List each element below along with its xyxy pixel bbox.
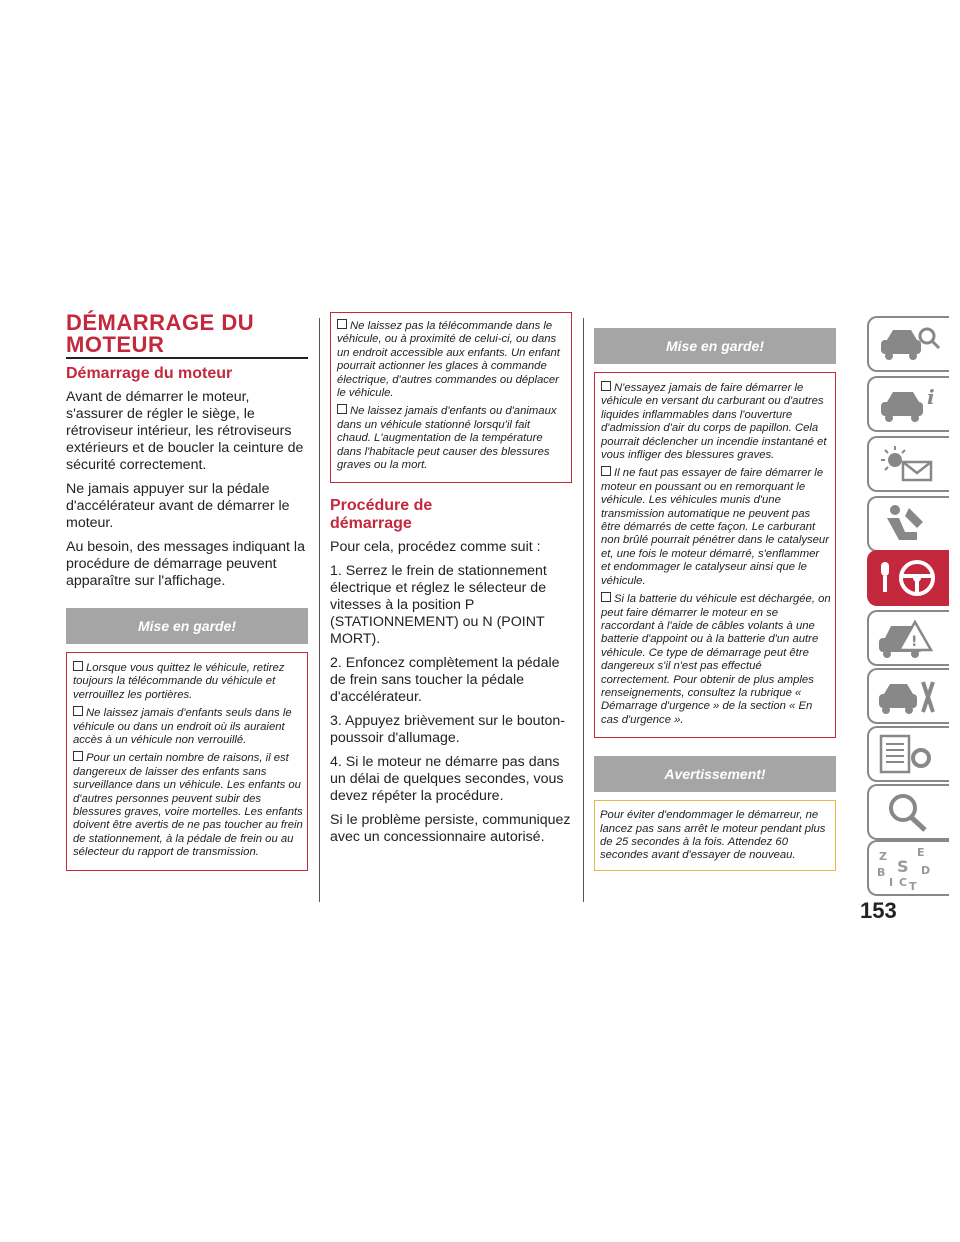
- checkbox-icon: [601, 381, 611, 391]
- car-info-icon: [869, 378, 949, 430]
- tab-warning-lights[interactable]: [867, 436, 949, 492]
- key-steering-wheel-icon: [869, 552, 949, 604]
- section-title: [66, 312, 308, 356]
- svg-text:i: i: [927, 385, 935, 409]
- warning-item: Lorsque vous quittez le véhicule, retirez toujours la télécommande du véhicule et verrouillez les portières.: [73, 662, 285, 701]
- column-divider: [583, 318, 584, 902]
- tab-maintenance[interactable]: [867, 668, 949, 724]
- car-emergency-icon: [869, 612, 949, 664]
- step-1: 1. Serrez le frein de stationnement électrique et réglez le sélecteur de vitesses à la position P (STATIONNEMENT) ou N (POINT MORT).: [330, 563, 547, 648]
- tab-starting-driving[interactable]: [867, 550, 949, 606]
- warning-item: Si la batterie du véhicule est déchargée, on peut faire démarrer le moteur en se raccordant à l'aide de câbles volants à une batterie d'appoint ou à la batterie d'un autre véhicule. Ce type de démarrage peut être dangereux s'il n'est pas effectué correctement. Pour obtenir de plus amples renseignements, consultez la rubrique « Démarrage d'urgence » de la section « En cas d'urgence ».: [601, 593, 831, 726]
- section-title-line-2: MOTEUR: [66, 332, 165, 357]
- page-number: 153: [860, 898, 897, 923]
- paragraph: Avant de démarrer le moteur, s'assurer de régler le siège, le rétroviseur intérieur, les rétroviseurs extérieurs et de boucler la ceinture de sécurité correctement.: [66, 389, 304, 473]
- car-search-icon: [869, 318, 949, 370]
- alpha-letter: S: [897, 857, 909, 876]
- checkbox-icon: [601, 592, 611, 602]
- tab-seat-airbag[interactable]: [867, 496, 949, 552]
- tab-specifications[interactable]: [867, 726, 949, 782]
- alpha-letter: I: [889, 876, 894, 889]
- checkbox-icon: [601, 466, 611, 476]
- column-3: [594, 328, 836, 871]
- warning-box: [66, 652, 308, 871]
- step-3: 3. Appuyez brièvement sur le bouton-poussoir d'allumage.: [330, 713, 566, 747]
- warning-item: Ne laissez jamais d'enfants ou d'animaux dans un véhicule stationné lorsqu'il fait chaud. L'augmentation de la température dans l'habitacle peut causer des blessures graves ou la mort.: [337, 405, 557, 472]
- svg-text:!: !: [911, 634, 918, 650]
- alphabetical-index-icon: [869, 842, 949, 894]
- warning-item: N'essayez jamais de faire démarrer le véhicule en versant du carburant ou d'autres liquides inflammables dans l'ouverture d'admission d'air du corps de papillon. Cela pourrait déclencher un incendie instantané et vous infliger des blessures graves.: [601, 382, 827, 462]
- warning-item: Ne laissez pas la télécommande dans le véhicule, ou à proximité de celui-ci, ou dans un endroit accessible aux enfants. Un enfant pourrait actionner les glaces à commande électrique, d'autres commandes ou déplacer le véhicule.: [337, 320, 560, 400]
- car-maintenance-icon: [869, 670, 949, 722]
- checkbox-icon: [73, 706, 83, 716]
- warning-item: Il ne faut pas essayer de faire démarrer le moteur en poussant ou en remorquant le véhicule. Les véhicules munis d'une transmission automatique ne peuvent pas être démarrés de cette façon. Le carburant non brûlé pourrait pénétrer dans le catalyseur et, une fois le moteur démarré, s'enflammer et endommager le catalyseur ainsi que le véhicule.: [601, 467, 829, 587]
- tab-emergency[interactable]: [867, 610, 949, 666]
- tab-search-index[interactable]: [867, 784, 949, 840]
- caution-box: [594, 800, 836, 871]
- alpha-letter: E: [917, 846, 925, 859]
- subtitle-engine-start: Démarrage du moteur: [66, 365, 233, 382]
- magnifier-index-icon: [869, 786, 949, 838]
- warning-header: Mise en garde!: [594, 328, 836, 364]
- checkbox-icon: [73, 751, 83, 761]
- step-2: 2. Enfoncez complètement la pédale de frein sans toucher la pédale d'accélérateur.: [330, 655, 560, 706]
- paragraph: Pour cela, procédez comme suit :: [330, 539, 541, 556]
- alpha-letter: Z: [879, 850, 887, 863]
- checkbox-icon: [337, 404, 347, 414]
- checkbox-icon: [337, 319, 347, 329]
- tab-car-search[interactable]: [867, 316, 949, 372]
- paragraph: Ne jamais appuyer sur la pédale d'accélérateur avant de démarrer le moteur.: [66, 481, 290, 531]
- warning-item: Pour un certain nombre de raisons, il est dangereux de laisser des enfants sans surveillance dans un véhicule. Les enfants ou d'autres personnes peuvent subir des blessures graves, voire mortelles. Les enfants doivent être avertis de ne pas toucher au frein de stationnement, à la pédale de frein ou au sélecteur du rapport de transmission.: [73, 752, 303, 859]
- caution-header: Avertissement!: [594, 756, 836, 792]
- tab-car-info[interactable]: [867, 376, 949, 432]
- seat-airbag-icon: [869, 498, 949, 550]
- title-rule: [66, 357, 308, 359]
- alpha-letter: B: [877, 866, 886, 879]
- checkbox-icon: [73, 661, 83, 671]
- caution-text: Pour éviter d'endommager le démarreur, ne lancez pas sans arrêt le moteur pendant plus de 25 secondes à la fois. Attendez 60 secondes avant d'essayer de nouveau.: [600, 809, 826, 862]
- warning-header: Mise en garde!: [66, 608, 308, 644]
- alpha-letter: C: [899, 876, 908, 889]
- subtitle-start-procedure: Procédure de démarrage: [330, 497, 433, 533]
- warning-item: Ne laissez jamais d'enfants seuls dans le véhicule ou dans un endroit où ils auraient accès à un véhicule non verrouillé.: [73, 707, 292, 747]
- step-4: 4. Si le moteur ne démarre pas dans un délai de quelques secondes, vous devez répéter la procédure.: [330, 754, 564, 805]
- paragraph: Au besoin, des messages indiquant la procédure de démarrage peuvent apparaître sur l'affichage.: [66, 539, 305, 589]
- paragraph: Si le problème persiste, communiquez avec un concessionnaire autorisé.: [330, 812, 571, 846]
- column-2: [330, 312, 572, 853]
- section-title-line-1: DÉMARRAGE DU: [66, 310, 255, 335]
- tab-alphabetical-index[interactable]: [867, 840, 949, 896]
- specifications-list-icon: [869, 728, 949, 780]
- warning-lights-icon: [869, 438, 949, 490]
- column-1: [66, 312, 308, 871]
- column-divider: [319, 318, 320, 902]
- warning-box: [594, 372, 836, 738]
- warning-box-continued: [330, 312, 572, 483]
- alpha-letter: D: [921, 864, 931, 877]
- alpha-letter: T: [909, 880, 917, 893]
